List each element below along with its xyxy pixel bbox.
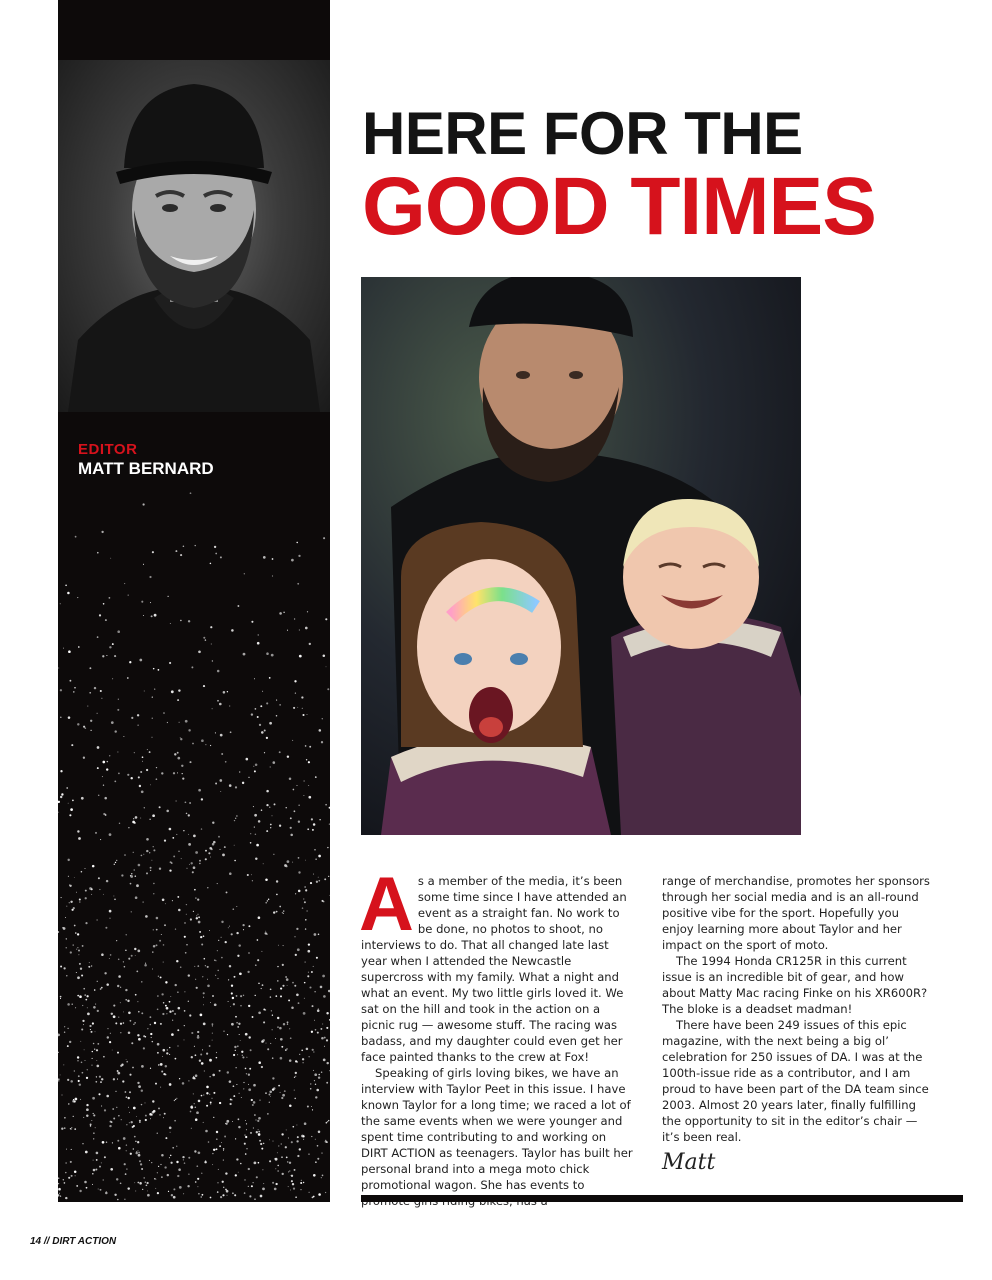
article-column-2 xyxy=(662,873,934,1145)
page-folio: 14 // DIRT ACTION xyxy=(30,1236,117,1247)
signature: Matt xyxy=(662,1150,716,1175)
paragraph: range of merchandise, promotes her sponsors through her social media and is an all-round positive vibe for the sport. Hopefully you enjoy learning more about Taylor and her impact on the sport of moto. xyxy=(662,874,930,952)
paragraph: The 1994 Honda CR125R in this current issue is an incredible bit of gear, and how about Matty Mac racing Finke on his XR600R? The bloke is a deadset madman! xyxy=(662,954,928,1016)
family-photo xyxy=(361,277,801,835)
byline-role: EDITOR xyxy=(78,441,138,458)
headline-line-2: GOOD TIMES xyxy=(362,161,876,252)
drop-cap: A xyxy=(359,862,414,947)
editor-portrait xyxy=(58,60,330,412)
headline-line-1: HERE FOR THE xyxy=(362,100,803,167)
headline xyxy=(362,100,942,252)
paragraph: Speaking of girls loving bikes, we have an interview with Taylor Peet in this issue. I have known Taylor for a long time; we raced a lot of the same events when we were younger and spent time contributing to and working on DIRT ACTION as teenagers. Taylor has built her personal brand into a mega moto chick promotional wagon. She has events to xyxy=(361,1066,633,1192)
byline xyxy=(78,442,214,477)
bottom-rule xyxy=(361,1195,963,1202)
article-column-1 xyxy=(359,862,633,1209)
paragraph: There have been 249 issues of this epic magazine, with the next being a big ol’ celebration for 250 issues of DA. I was at the 100th-issue ride as a contributor, and I am proud to have been part of the DA team since 2003. Almost 20 years later, finally fulfilling the opportunity to sit in the editor’s chair — it’s been real. xyxy=(662,1018,929,1144)
paragraph: s a member of the media, it’s been some time since I have attended an event as a straight fan. No work to be done, no photos to shoot, no interviews to do. That all changed late last year when I attended the Newcastle supercross with my family. What a night and what an event. My two little girls loved it. We sat on the hill and took in the action on a picnic rug — awesome stuff. The racing was badass, and my daughter could even get her face painted thanks to the crew at Fox! xyxy=(361,874,627,1064)
byline-name: MATT BERNARD xyxy=(78,459,214,478)
